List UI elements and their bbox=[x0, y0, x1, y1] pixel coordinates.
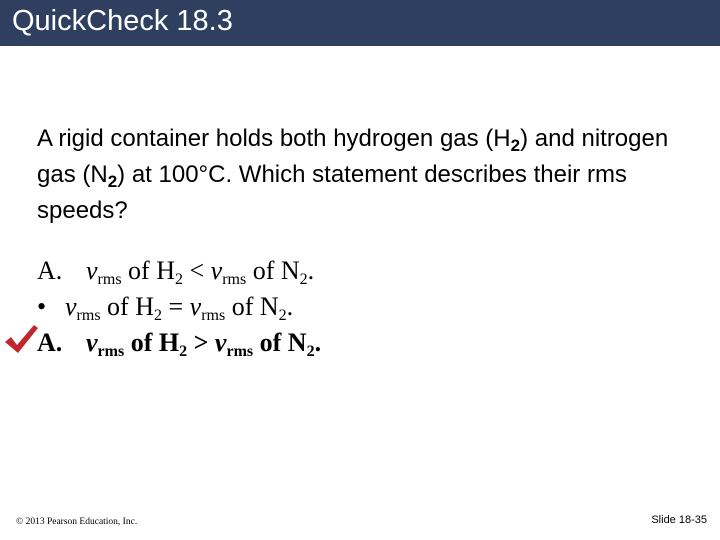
checkmark-icon bbox=[3, 323, 39, 355]
answer-label: • bbox=[37, 292, 47, 321]
answer-label: A. bbox=[37, 328, 63, 357]
answer-option-a: A. $v_{rms}$ of $H_2 < v_{rms}$ of $N_2$. bbox=[37, 256, 315, 288]
answer-option-b: • $v_{rms}$ of $H_2 = v_{rms}$ of $N_2$. bbox=[37, 292, 294, 324]
copyright-notice: © 2013 Pearson Education, Inc. bbox=[16, 517, 138, 527]
question-text: A rigid container holds both hydrogen gas $(H_2)$ and nitrogen gas $(N_2)$ at 100°C. Which statement describes their rms speeds? bbox=[37, 125, 669, 224]
slide-number: Slide 18-35 bbox=[651, 514, 707, 526]
answer-label: A. bbox=[37, 256, 63, 285]
answer-option-c-correct: A. $v_{rms}$ of $H_2 > v_{rms}$ of $N_2$. bbox=[37, 328, 322, 360]
slide-title: QuickCheck 18.3 bbox=[12, 5, 233, 37]
title-bar bbox=[0, 0, 720, 46]
